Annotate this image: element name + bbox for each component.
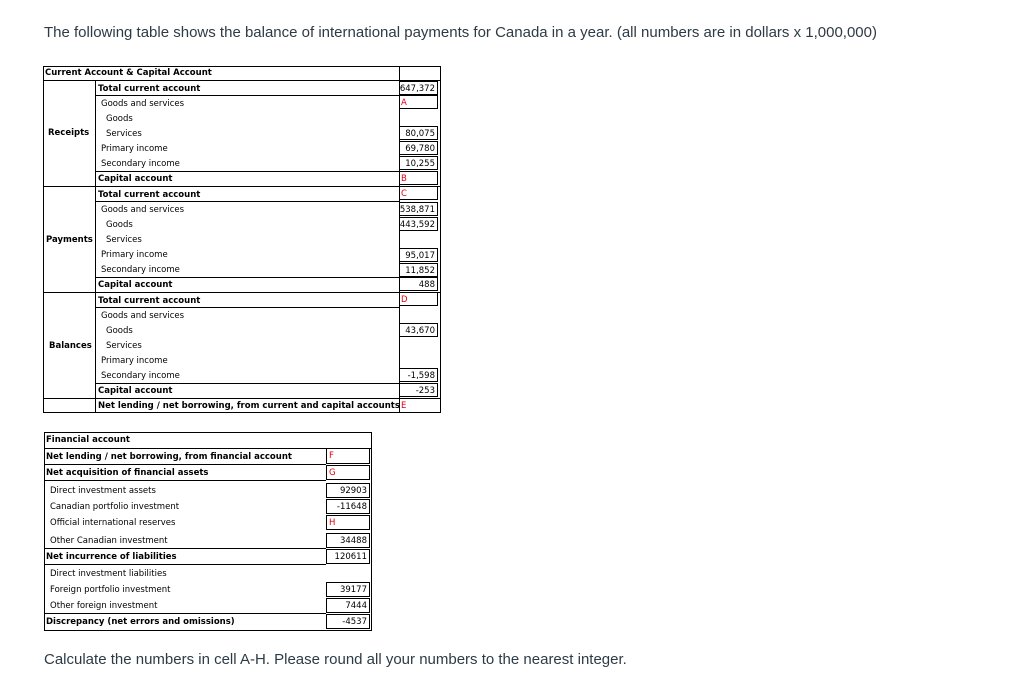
row-label: Total current account — [98, 84, 201, 94]
table1-header-line — [43, 80, 440, 81]
value-cell-E: E — [401, 401, 407, 411]
row-label: Secondary income — [101, 159, 180, 169]
table2-header-row — [44, 432, 371, 448]
table-row — [44, 614, 371, 630]
payments-section-line — [43, 292, 440, 293]
table1-header: Current Account & Capital Account — [45, 68, 212, 78]
row-label: Capital account — [98, 386, 173, 396]
table-row — [44, 549, 371, 565]
value-cell: 647,372 — [399, 81, 438, 95]
row-label: Secondary income — [101, 371, 180, 381]
row-label: Goods and services — [101, 99, 185, 109]
receipts-section-line — [43, 186, 440, 187]
row-line — [44, 564, 326, 565]
value-cell-A: A — [399, 95, 438, 109]
row-label: Official international reserves — [50, 518, 176, 528]
value-cell: -1,598 — [399, 368, 438, 382]
value-cell-C: C — [399, 186, 438, 200]
balances-label: Balances — [49, 341, 92, 351]
payments-label: Payments — [46, 235, 93, 245]
row-label: Net lending / net borrowing, from financial account — [46, 452, 292, 462]
row-label: Direct investment assets — [50, 486, 156, 496]
table-row — [44, 515, 371, 531]
row-label: Total current account — [98, 296, 201, 306]
value-cell: 7444 — [326, 598, 370, 613]
table1-label-divider — [95, 80, 96, 412]
value-cell: -11648 — [326, 499, 370, 514]
row-label: Discrepancy (net errors and omissions) — [46, 617, 235, 627]
row-label: Net incurrence of liabilities — [46, 552, 177, 562]
row-label: Foreign portfolio investment — [50, 585, 171, 595]
row-label: Goods and services — [101, 311, 185, 321]
value-cell: 95,017 — [399, 248, 438, 262]
row-label: Services — [106, 129, 142, 139]
row-label: Primary income — [101, 144, 168, 154]
table-row — [44, 483, 371, 499]
value-cell: 43,670 — [399, 323, 438, 337]
row-label: Capital account — [98, 280, 173, 290]
row-label: Other Canadian investment — [50, 536, 168, 546]
value-cell: -4537 — [326, 614, 370, 629]
row-label: Services — [106, 341, 142, 351]
value-cell: 10,255 — [399, 156, 438, 170]
value-cell-G: G — [326, 465, 370, 480]
row-label: Primary income — [101, 356, 168, 366]
row-line — [95, 277, 399, 278]
row-line — [44, 548, 326, 549]
row-line — [95, 201, 399, 202]
row-label: Net acquisition of financial assets — [46, 468, 209, 478]
net-lending-label: Net lending / net borrowing, from current and capital accounts — [98, 401, 400, 411]
current-capital-account-table — [43, 66, 441, 413]
row-label: Direct investment liabilities — [50, 569, 167, 579]
table-row — [44, 499, 371, 515]
table-row — [44, 582, 371, 598]
financial-account-table — [44, 432, 372, 631]
value-cell: 538,871 — [399, 202, 438, 216]
row-line — [95, 95, 399, 96]
value-cell: 34488 — [326, 533, 370, 548]
receipts-label: Receipts — [48, 128, 90, 138]
row-line — [95, 307, 399, 308]
row-label: Services — [106, 235, 142, 245]
row-label: Primary income — [101, 250, 168, 260]
row-line — [44, 480, 326, 481]
value-cell: 488 — [399, 277, 438, 291]
table-row — [44, 566, 371, 582]
row-label: Goods — [106, 220, 133, 230]
balances-section-line — [43, 398, 440, 399]
value-cell-H: H — [326, 515, 370, 530]
table-row — [44, 598, 371, 614]
row-label: Goods — [106, 114, 133, 124]
value-cell: 39177 — [326, 582, 370, 597]
value-cell-F: F — [326, 449, 370, 464]
value-cell: 11,852 — [399, 263, 438, 277]
value-cell: 92903 — [326, 483, 370, 498]
value-cell: 80,075 — [399, 126, 438, 140]
row-line — [95, 383, 399, 384]
row-label: Canadian portfolio investment — [50, 502, 180, 512]
row-label: Other foreign investment — [50, 601, 158, 611]
row-label: Goods — [106, 326, 133, 336]
table2-header: Financial account — [46, 435, 130, 445]
table-row — [44, 449, 371, 465]
row-label: Secondary income — [101, 265, 180, 275]
question-instruction: Calculate the numbers in cell A-H. Please round all your numbers to the nearest integer. — [44, 651, 627, 668]
table-row — [44, 465, 371, 481]
table-row — [44, 533, 371, 549]
value-cell: -253 — [399, 383, 438, 397]
value-column-divider — [399, 66, 400, 412]
value-cell: 120611 — [326, 549, 370, 564]
row-label: Capital account — [98, 174, 173, 184]
row-label: Goods and services — [101, 205, 185, 215]
value-cell: 69,780 — [399, 141, 438, 155]
row-label: Total current account — [98, 190, 201, 200]
row-line — [95, 171, 399, 172]
value-cell-B: B — [399, 171, 438, 185]
value-cell: 443,592 — [399, 217, 438, 231]
value-cell-D: D — [399, 292, 438, 306]
question-intro: The following table shows the balance of international payments for Canada in a year. (all numbers are in dollars x 1,000,000) — [44, 24, 877, 41]
